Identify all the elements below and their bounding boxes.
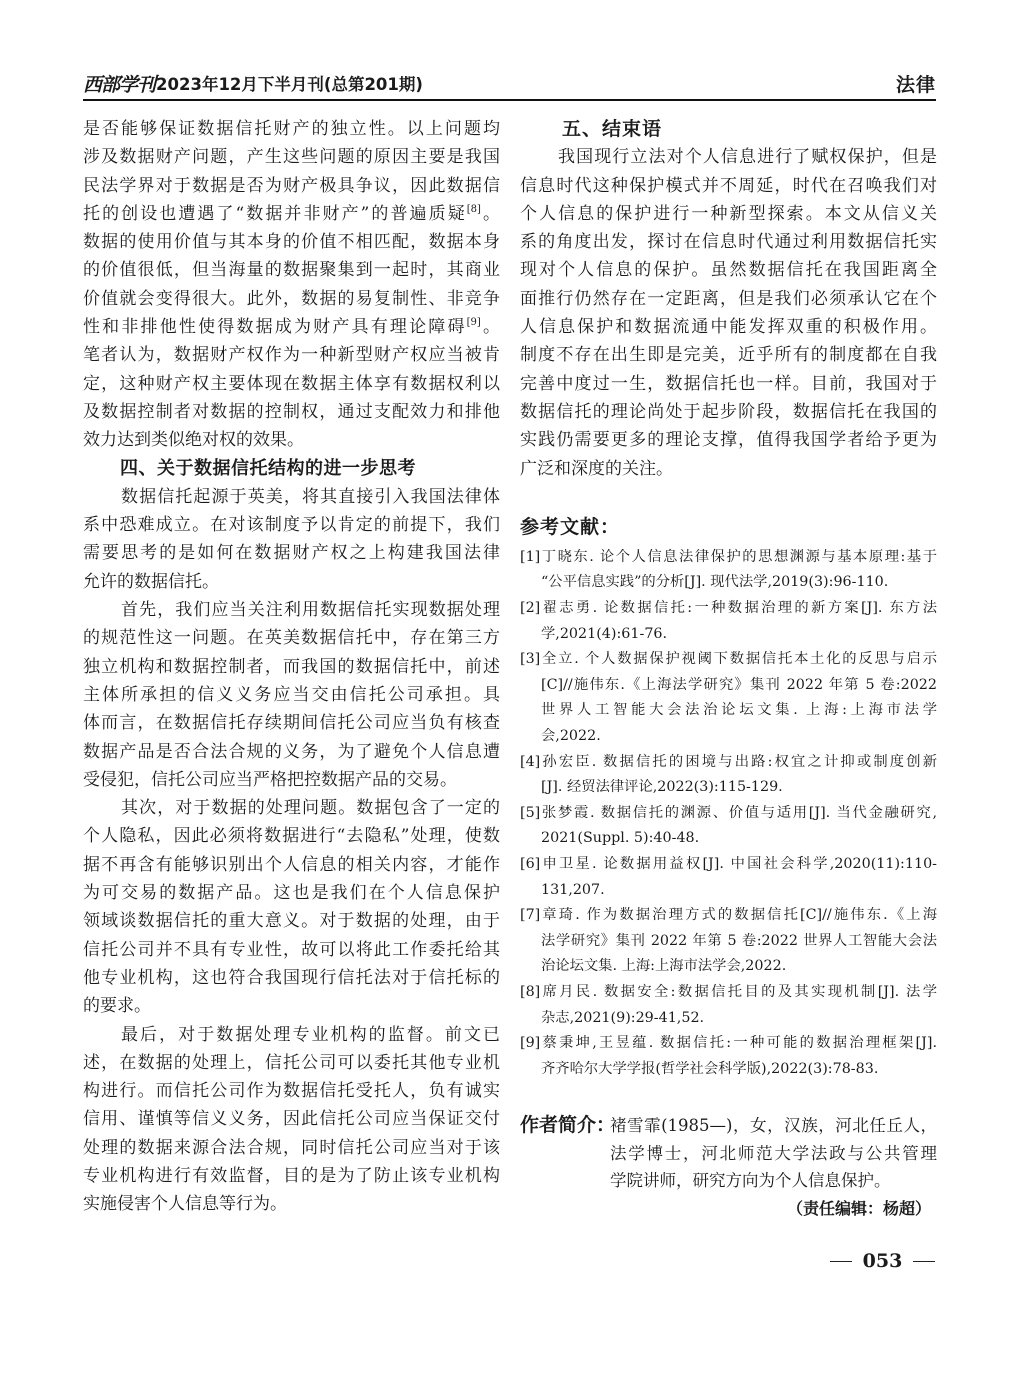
text-line: 个人信息的保护进行一种新型探索。本文从信义关: [520, 203, 937, 224]
text-line: 广泛和深度的关注。: [520, 458, 673, 479]
header-journal-info: [83, 70, 423, 97]
text-line: 世界人工智能大会法治论坛文集. 上海:上海市法学: [541, 702, 937, 719]
references-title: 参考文献：: [520, 515, 621, 538]
reference-item: [520, 801, 937, 852]
text-line: 褚雪霏(1985—)，女，汉族，河北任丘人，: [610, 1116, 937, 1136]
text-line: 处理的数据来源合法合规，同时信托公司应当对于该: [83, 1137, 500, 1158]
references-list: [520, 545, 937, 1082]
section-heading: 四、关于数据信托结构的进一步思考: [120, 457, 416, 479]
reference-item: [520, 1031, 937, 1082]
reference-item: [520, 903, 937, 980]
text-line: 为可交易的数据产品。这也是我们在个人信息保护: [83, 883, 500, 904]
text-line: 首先，我们应当关注利用数据信托实现数据处理: [121, 600, 500, 621]
text-line: 效力达到类似绝对权的效果。: [83, 430, 304, 451]
text-line: 信息时代这种保护模式并不周延，时代在召唤我们对: [520, 175, 937, 196]
text-line: 信用、谨慎等信义义务，因此信托公司应当保证交付: [83, 1109, 500, 1130]
paragraph: [83, 596, 500, 794]
issue-info: 2023年12月下半月刊(总第201期): [156, 75, 423, 94]
text-line: [3]全立. 个人数据保护视阈下数据信托本土化的反思与启示: [520, 651, 937, 668]
editor-note: （责任编辑：杨超）: [786, 1198, 931, 1218]
text-line: 治论坛文集. 上海:上海市法学会,2022.: [541, 958, 787, 975]
text-line: 受侵犯，信托公司应当严格把控数据产品的交易。: [83, 769, 457, 790]
page-number-dash-left: [830, 1261, 852, 1262]
text-line: [8]席月民. 数据安全:数据信托目的及其实现机制[J]. 法学: [520, 983, 937, 1000]
text-line: [2]翟志勇. 论数据信托:一种数据治理的新方案[J]. 东方法: [520, 600, 937, 617]
page-header: [83, 70, 936, 96]
text-line: 是否能够保证数据信托财产的独立性。以上问题均: [83, 119, 500, 139]
paragraph: [83, 115, 500, 455]
text-line: 体而言，在数据信托存续期间信托公司应当负有核查: [83, 713, 500, 734]
reference-item: [520, 852, 937, 903]
text-line: 领域谈数据信托的重大意义。对于数据的处理，由于: [83, 911, 500, 932]
text-line: 2021(Suppl. 5):40-48.: [541, 830, 700, 847]
journal-logo: 西部学刊: [83, 73, 156, 96]
text-line: [9]蔡秉坤,王昱蕴. 数据信托:一种可能的数据治理框架[J].: [520, 1035, 937, 1052]
text-line: 面推行仍然存在一定距离，但是我们必须承认它在个: [520, 288, 937, 309]
text-line: “公平信息实践”的分析[J]. 现代法学,2019(3):96-110.: [541, 574, 889, 591]
reference-item: [520, 647, 937, 749]
reference-item: [520, 980, 937, 1031]
text-line: [5]张梦霞. 数据信托的渊源、价值与适用[J]. 当代金融研究,: [520, 804, 937, 821]
text-line: 其次，对于数据的处理问题。数据包含了一定的: [121, 798, 500, 819]
author-bio-label: 作者简介：: [520, 1114, 616, 1137]
text-line: 实践仍需要更多的理论支撑，值得我国学者给予更为: [520, 430, 937, 451]
text-line: 述，在数据的处理上，信托公司可以委托其他专业机: [83, 1052, 500, 1073]
paragraph: [520, 143, 937, 483]
author-bio-text: [610, 1112, 937, 1195]
text-line: [C]//施伟东.《上海法学研究》集刊 2022 年第 5 卷:2022: [541, 676, 937, 693]
text-line: [J]. 经贸法律评论,2022(3):115-129.: [541, 779, 783, 796]
text-line: 现对个人信息的保护。虽然数据信托在我国距离全: [520, 260, 937, 281]
text-line: 的要求。: [83, 996, 151, 1017]
text-line: 杂志,2021(9):29-41,52.: [541, 1009, 705, 1026]
text-line: 法学博士，河北师范大学法政与公共管理: [610, 1143, 937, 1163]
text-line: 制度不存在出生即是完美，近乎所有的制度都在自我: [520, 345, 937, 366]
text-line: 个人隐私，因此必须将数据进行“去隐私”处理，使数: [83, 826, 500, 847]
text-line: 信托公司并不具有专业性，故可以将此工作委托给其: [83, 939, 500, 960]
text-line: 民法学界对于数据是否为财产极具争议，因此数据信: [83, 175, 500, 196]
text-line: 独立机构和数据控制者，而我国的数据信托中，前述: [83, 656, 500, 677]
text-line: 构进行。而信托公司作为数据信托受托人，负有诚实: [83, 1081, 500, 1102]
reference-item: [520, 545, 937, 596]
citation-marker: [9]: [466, 317, 481, 329]
text-line: [1]丁晓东. 论个人信息法律保护的思想渊源与基本原理:基于: [520, 548, 937, 565]
page-footer: [830, 1248, 935, 1274]
text-line: 涉及数据财产问题，产生这些问题的原因主要是我国: [83, 147, 500, 168]
text-line: 笔者认为，数据财产权作为一种新型财产权应当被肯: [83, 345, 500, 366]
text-line: 系中恐难成立。在对该制度予以肯定的前提下，我们: [83, 515, 500, 536]
text-line: 托的创设也遭遇了“数据并非财产”的普遍质疑[8]。: [83, 203, 501, 224]
text-line: 专业机构进行有效监督，目的是为了防止该专业机构: [83, 1165, 500, 1186]
text-line: 允许的数据信托。: [83, 571, 219, 592]
text-line: 据不再含有能够识别出个人信息的相关内容，才能作: [83, 854, 500, 875]
text-line: 131,207.: [541, 881, 605, 898]
text-line: 他专业机构，这也符合我国现行信托法对于信托标的: [83, 967, 500, 988]
text-line: 实施侵害个人信息等行为。: [83, 1194, 287, 1215]
text-line: 数据信托的理论尚处于起步阶段，数据信托在我国的: [520, 401, 937, 422]
text-line: 我国现行立法对个人信息进行了赋权保护，但是: [558, 147, 937, 168]
text-line: 性和非排他性使得数据成为财产具有理论障碍[9]。: [83, 317, 501, 338]
text-line: 会,2022.: [541, 728, 601, 745]
page-number: 053: [862, 1250, 903, 1272]
text-line: 数据产品是否合法合规的义务，为了避免个人信息遭: [83, 741, 500, 762]
paragraph: [83, 483, 500, 596]
section-label: 法律: [895, 73, 936, 96]
reference-item: [520, 596, 937, 647]
text-line: 数据信托起源于英美，将其直接引入我国法律体: [121, 486, 500, 507]
paragraph: [83, 1021, 500, 1219]
text-line: 定，这种财产权主要体现在数据主体享有数据权利以: [83, 373, 500, 394]
text-line: [7]章琦. 作为数据治理方式的数据信托[C]//施伟东.《上海: [520, 907, 937, 924]
text-line: 数据的使用价值与其本身的价值不相匹配，数据本身: [83, 232, 500, 253]
text-line: 系的角度出发，探讨在信息时代通过利用数据信托实: [520, 232, 937, 253]
text-line: 齐齐哈尔大学学报(哲学社会科学版),2022(3):78-83.: [541, 1060, 879, 1077]
text-line: 学院讲师，研究方向为个人信息保护。: [610, 1171, 891, 1191]
left-column: [83, 115, 500, 1219]
section-heading: 五、结束语: [562, 118, 663, 140]
author-bio: [520, 1112, 937, 1195]
text-line: 学,2021(4):61-76.: [541, 625, 668, 642]
header-rule: [83, 99, 936, 101]
text-line: 法学研究》集刊 2022 年第 5 卷:2022 世界人工智能大会法: [541, 932, 937, 949]
text-line: 的规范性这一问题。在英美数据信托中，存在第三方: [83, 628, 500, 649]
reference-item: [520, 750, 937, 801]
text-line: 需要思考的是如何在数据财产权之上构建我国法律: [83, 543, 500, 564]
text-line: [4]孙宏臣. 数据信托的困境与出路:权宜之计抑或制度创新: [520, 753, 937, 770]
paragraph: [83, 794, 500, 1020]
text-line: 完善中度过一生，数据信托也一样。目前，我国对于: [520, 373, 937, 394]
text-line: 主体所承担的信义义务应当交由信托公司承担。具: [83, 684, 500, 705]
text-line: 最后，对于数据处理专业机构的监督。前文已: [121, 1024, 500, 1045]
text-line: 及数据控制者对数据的控制权，通过支配效力和排他: [83, 401, 500, 422]
text-line: 人信息保护和数据流通中能发挥双重的积极作用。: [520, 317, 937, 338]
right-column: [520, 115, 937, 1223]
page-number-dash-right: [913, 1261, 935, 1262]
citation-marker: [8]: [466, 203, 481, 215]
text-line: [6]申卫星. 论数据用益权[J]. 中国社会科学,2020(11):110-: [520, 855, 937, 872]
text-line: 的价值很低，但当海量的数据聚集到一起时，其商业: [83, 260, 500, 281]
text-line: 价值就会变得很大。此外，数据的易复制性、非竞争: [83, 288, 500, 309]
